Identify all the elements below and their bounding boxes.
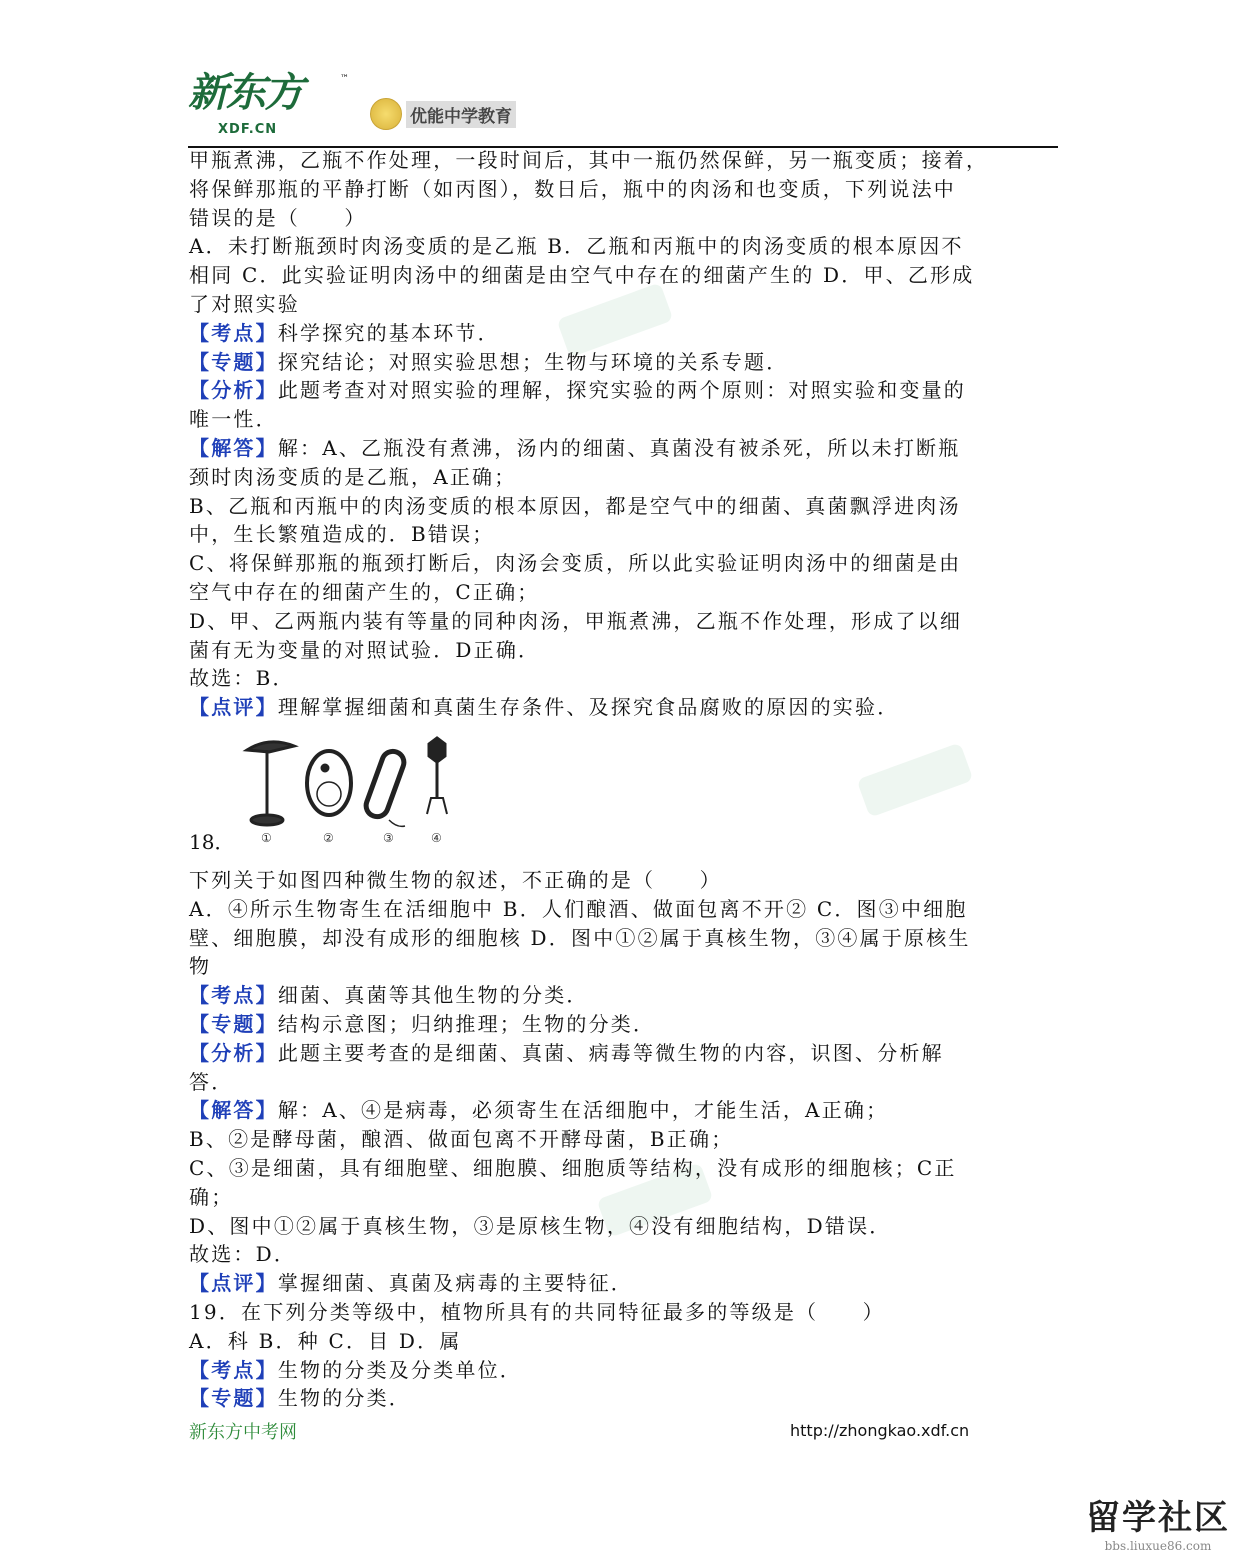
- line-text: 物: [189, 954, 212, 979]
- text-line: [189, 924, 1059, 953]
- text-line: [189, 1154, 1059, 1183]
- section-tag: 【专题】: [189, 349, 278, 374]
- text-line: [189, 549, 1059, 578]
- line-text: C、将保鲜那瓶的瓶颈打断后，肉汤会变质，所以此实验证明肉汤中的细菌是由: [189, 551, 962, 576]
- page-header: [188, 70, 1058, 148]
- text-line: [189, 405, 1059, 434]
- line-text: B、乙瓶和丙瓶中的肉汤变质的根本原因，都是空气中的细菌、真菌飘浮进肉汤: [189, 493, 961, 518]
- line-text: 壁、细胞膜，却没有成形的细胞核 D．图中①②属于真核生物，③④属于原核生: [189, 925, 971, 950]
- text-line: [189, 664, 1059, 693]
- figure-label: ②: [323, 831, 334, 845]
- section-tag: 【考点】: [189, 1357, 278, 1382]
- text-line: [189, 693, 1059, 722]
- text-line: [189, 952, 1059, 981]
- line-text: 此题主要考查的是细菌、真菌、病毒等微生物的内容，识图、分析解: [277, 1040, 944, 1065]
- line-text: D、图中①②属于真核生物，③是原核生物，④没有细胞结构，D错误．: [189, 1213, 892, 1238]
- section-tag: 【点评】: [189, 695, 278, 720]
- xdf-logo: [188, 70, 338, 142]
- line-text: 解：A、乙瓶没有煮沸，汤内的细菌、真菌没有被杀死，所以未打断瓶: [277, 435, 961, 460]
- line-text: 唯一性．: [189, 407, 278, 432]
- question-18-19-body: [189, 866, 1059, 1413]
- watermark-main-text: 留学社区: [1086, 1498, 1230, 1538]
- text-line: [189, 1356, 1059, 1385]
- line-text: 相同 C．此实验证明肉汤中的细菌是由空气中存在的细菌产生的 D．甲、乙形成: [189, 263, 975, 288]
- text-line: [189, 1327, 1059, 1356]
- text-line: [189, 1039, 1059, 1068]
- line-text: A．未打断瓶颈时肉汤变质的是乙瓶 B．乙瓶和丙瓶中的肉汤变质的根本原因不: [189, 234, 964, 259]
- section-tag: 【考点】: [189, 320, 278, 345]
- text-line: [189, 1269, 1059, 1298]
- line-text: 空气中存在的细菌产生的，C正确；: [189, 579, 540, 604]
- line-text: 探究结论；对照实验思想；生物与环境的关系专题．: [277, 349, 789, 374]
- line-text: 此题考查对对照实验的理解，探究实验的两个原则：对照实验和变量的: [277, 378, 967, 403]
- text-line: [189, 232, 1059, 261]
- text-line: [189, 578, 1059, 607]
- figure-label: ①: [261, 831, 272, 845]
- line-text: 结构示意图；归纳推理；生物的分类．: [277, 1011, 656, 1036]
- text-line: [189, 261, 1059, 290]
- text-line: [189, 434, 1059, 463]
- line-text: 将保鲜那瓶的平静打断（如丙图），数日后，瓶中的肉汤和也变质，下列说法中: [189, 176, 956, 201]
- text-line: [189, 1010, 1059, 1039]
- line-text: 理解掌握细菌和真菌生存条件、及探究食品腐败的原因的实验．: [277, 695, 900, 720]
- line-text: 生物的分类及分类单位．: [277, 1357, 523, 1382]
- text-line: [189, 607, 1059, 636]
- trademark: ™: [340, 74, 349, 84]
- text-line: [189, 981, 1059, 1010]
- line-text: 确；: [189, 1184, 234, 1209]
- question-17-body: [189, 146, 1059, 722]
- text-line: [189, 463, 1059, 492]
- line-text: 甲瓶煮沸，乙瓶不作处理，一段时间后，其中一瓶仍然保鲜，另一瓶变质；接着，: [189, 148, 989, 172]
- question-number: 18．: [189, 830, 235, 854]
- text-line: [189, 520, 1059, 549]
- text-line: [189, 1125, 1059, 1154]
- figure-label: ③: [383, 831, 394, 845]
- section-tag: 【解答】: [189, 435, 278, 460]
- partner-logo: [370, 98, 516, 130]
- footer-site-name: 新东方中考网: [189, 1422, 297, 1443]
- logo-sub-text: XDF.CN: [218, 122, 278, 137]
- section-tag: 【解答】: [189, 1098, 278, 1123]
- text-line: [189, 1240, 1059, 1269]
- text-line: [189, 1068, 1059, 1097]
- sun-icon: [370, 98, 402, 130]
- logo-main-text: 新东方: [188, 70, 302, 116]
- line-text: D、甲、乙两瓶内装有等量的同种肉汤，甲瓶煮沸，乙瓶不作处理，形成了以细: [189, 608, 963, 633]
- line-text: 颈时肉汤变质的是乙瓶，A正确；: [189, 464, 517, 489]
- text-line: [189, 146, 1059, 175]
- line-text: A．④所示生物寄生在活细胞中 B．人们酿酒、做面包离不开② C．图③中细胞: [189, 896, 968, 921]
- line-text: 了对照实验: [189, 291, 300, 316]
- line-text: 生物的分类．: [277, 1386, 412, 1411]
- text-line: [189, 376, 1059, 405]
- text-line: [189, 204, 1059, 233]
- line-text: 解：A、④是病毒，必须寄生在活细胞中，才能生活，A正确；: [277, 1098, 889, 1123]
- text-line: [189, 636, 1059, 665]
- line-text: 19．在下列分类等级中，植物所具有的共同特征最多的等级是（ ）: [189, 1299, 885, 1324]
- line-text: C、③是细菌，具有细胞壁、细胞膜、细胞质等结构，没有成形的细胞核；C正: [189, 1155, 957, 1180]
- text-line: [189, 866, 1059, 895]
- text-line: [189, 319, 1059, 348]
- text-line: [189, 290, 1059, 319]
- line-text: 掌握细菌、真菌及病毒的主要特征．: [277, 1271, 634, 1296]
- line-text: 科学探究的基本环节．: [277, 320, 500, 345]
- figure-label: ④: [431, 831, 442, 845]
- site-watermark: [1086, 1490, 1230, 1553]
- watermark-logo: [856, 742, 973, 817]
- line-text: 错误的是（ ）: [189, 205, 367, 230]
- line-text: 故选：D．: [189, 1242, 297, 1267]
- line-text: 细菌、真菌等其他生物的分类．: [277, 983, 589, 1008]
- text-line: [189, 1298, 1059, 1327]
- text-line: [189, 492, 1059, 521]
- section-tag: 【专题】: [189, 1011, 278, 1036]
- footer-url-link[interactable]: http://zhongkao.xdf.cn: [790, 1421, 970, 1440]
- section-tag: 【分析】: [189, 1040, 278, 1065]
- watermark-sub-text: bbs.liuxue86.com: [1104, 1539, 1212, 1553]
- line-text: A．科 B．种 C．目 D．属: [189, 1328, 462, 1353]
- text-line: [189, 175, 1059, 204]
- text-line: [189, 1096, 1059, 1125]
- text-line: [189, 1183, 1059, 1212]
- line-text: 菌有无为变量的对照试验．D正确．: [189, 637, 541, 662]
- partner-logo-text: 优能中学教育: [406, 101, 516, 128]
- text-line: [189, 1212, 1059, 1241]
- section-tag: 【分析】: [189, 378, 278, 403]
- line-text: 答．: [189, 1069, 234, 1094]
- section-tag: 【考点】: [189, 983, 278, 1008]
- line-text: B、②是酵母菌，酿酒、做面包离不开酵母菌，B正确；: [189, 1127, 734, 1152]
- line-text: 中，生长繁殖造成的．B错误；: [189, 522, 495, 547]
- text-line: [189, 348, 1059, 377]
- section-tag: 【点评】: [189, 1271, 278, 1296]
- text-line: [189, 1384, 1059, 1413]
- line-text: 故选：B．: [189, 666, 295, 691]
- text-line: [189, 895, 1059, 924]
- line-text: 下列关于如图四种微生物的叙述，不正确的是（ ）: [189, 868, 722, 892]
- section-tag: 【专题】: [189, 1386, 278, 1411]
